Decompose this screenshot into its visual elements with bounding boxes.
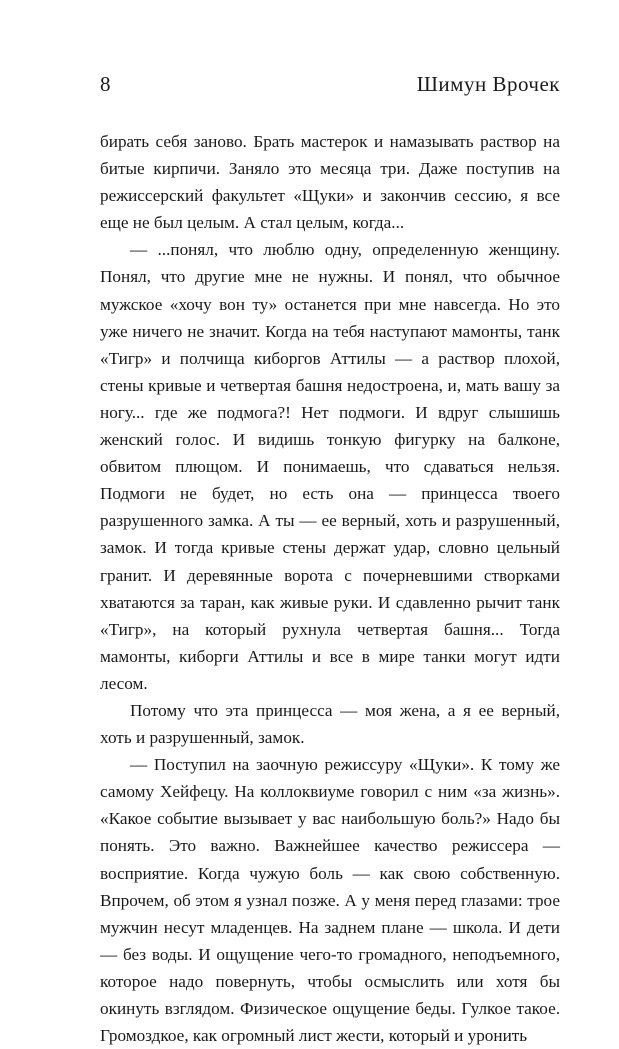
paragraph: — ...понял, что люблю одну, определенную женщину. Понял, что другие мне не нужны. И понял, что обычное мужское «хочу вон ту» останется при мне навсегда. Но это уже ничего не значит. Когда на тебя наступают мамонты, танк «Тигр» и полчища киборгов Аттилы — а раствор плохой, стены кривые и четвертая башня недостроена, и, мать вашу за ногу... где же подмога?! Нет подмоги. И вдруг слышишь женский голос. И видишь тонкую фигурку на балконе, обвитом плющом. И понимаешь, что сдаваться нельзя. Подмоги не будет, но есть она — принцесса твоего разрушенного замка. А ты — ее верный, хоть и разрушенный, замок. И тогда кривые стены держат удар, словно цельный гранит. И деревянные ворота с почерневшими створками хватаются за таран, как живые руки. И сдавленно рычит танк «Тигр», на который рухнула четвертая башня... Тогда мамонты, киборги Аттилы и все в мире танки могут идти лесом. xyxy=(100,240,560,693)
paragraph: — Поступил на заочную режиссуру «Щуки». К тому же самому Хейфецу. На коллоквиуме говорил с ним «за жизнь». «Какое событие вызывает у вас наибольшую боль?» Надо бы понять. Это важно. Важнейшее качество режиссера — восприятие. Когда чужую боль — как свою собственную. Впрочем, об этом я узнал позже. А у меня перед глазами: трое мужчин несут младенцев. На заднем плане — школа. И дети — без воды. И ощущение чего-то громадного, неподъемного, которое надо повернуть, чтобы осмыслить или хотя бы окинуть взглядом. Физическое ощущение беды. Гулкое такое. Громоздкое, как огромный лист жести, который и уронить xyxy=(100,755,560,1046)
paragraph-continuation: бирать себя заново. Брать мастерок и намазывать раствор на битые кирпичи. Заняло это месяца три. Даже поступив на режиссерский факультет «Щуки» и закончив сессию, я все еще не был целым. А стал целым, когда... xyxy=(100,132,560,233)
body-text xyxy=(100,128,560,1049)
running-head-author: Шимун Врочек xyxy=(416,72,560,96)
page-number: 8 xyxy=(100,72,111,96)
paragraph: Потому что эта принцесса — моя жена, а я ее верный, хоть и разрушенный, замок. xyxy=(100,700,560,748)
running-header xyxy=(100,72,560,104)
